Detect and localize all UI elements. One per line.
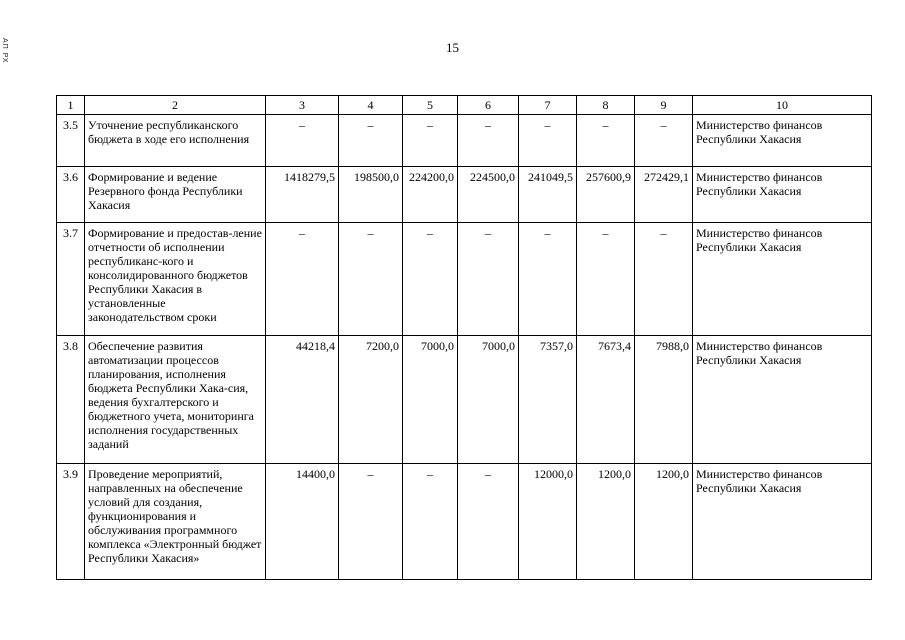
column-number: 5 (403, 96, 458, 115)
value-cell: 14400,0 (266, 464, 339, 580)
table-row (57, 223, 872, 336)
item-code: 3.5 (57, 115, 85, 167)
value-cell: – (403, 464, 458, 580)
value-cell: 7357,0 (519, 336, 577, 464)
value-cell: – (519, 115, 577, 167)
value-cell: – (577, 115, 635, 167)
value-cell: 1200,0 (577, 464, 635, 580)
value-cell: – (339, 115, 403, 167)
value-cell: 7673,4 (577, 336, 635, 464)
value-cell: – (403, 223, 458, 336)
value-cell: – (458, 223, 519, 336)
value-cell: – (339, 464, 403, 580)
item-code: 3.7 (57, 223, 85, 336)
value-cell: – (577, 223, 635, 336)
table-row (57, 464, 872, 580)
value-cell: 224200,0 (403, 167, 458, 223)
value-cell: – (266, 115, 339, 167)
page-number: 15 (446, 40, 459, 55)
executor: Министерство финансов Республики Хакасия (693, 167, 872, 223)
column-number: 2 (85, 96, 266, 115)
value-cell: 1200,0 (635, 464, 693, 580)
column-number: 4 (339, 96, 403, 115)
value-cell: – (519, 223, 577, 336)
item-name: Уточнение республиканского бюджета в ходе его исполнения (85, 115, 266, 167)
value-cell: – (403, 115, 458, 167)
value-cell: 1418279,5 (266, 167, 339, 223)
table-row (57, 336, 872, 464)
value-cell: 44218,4 (266, 336, 339, 464)
column-number: 8 (577, 96, 635, 115)
executor: Министерство финансов Республики Хакасия (693, 464, 872, 580)
column-number: 6 (458, 96, 519, 115)
value-cell: 224500,0 (458, 167, 519, 223)
value-cell: 257600,9 (577, 167, 635, 223)
column-number-row (57, 96, 872, 115)
table-row (57, 115, 872, 167)
budget-table (56, 95, 872, 580)
value-cell: – (635, 115, 693, 167)
item-name: Формирование и ведение Резервного фонда Республики Хакасия (85, 167, 266, 223)
value-cell: 241049,5 (519, 167, 577, 223)
value-cell: – (266, 223, 339, 336)
table-row (57, 167, 872, 223)
executor: Министерство финансов Республики Хакасия (693, 115, 872, 167)
item-code: 3.6 (57, 167, 85, 223)
value-cell: – (458, 115, 519, 167)
value-cell: 7200,0 (339, 336, 403, 464)
archive-stamp: АП РХ (1, 38, 8, 64)
value-cell: 7000,0 (458, 336, 519, 464)
item-code: 3.8 (57, 336, 85, 464)
value-cell: 272429,1 (635, 167, 693, 223)
executor: Министерство финансов Республики Хакасия (693, 336, 872, 464)
executor: Министерство финансов Республики Хакасия (693, 223, 872, 336)
value-cell: 12000,0 (519, 464, 577, 580)
value-cell: – (635, 223, 693, 336)
value-cell: – (458, 464, 519, 580)
item-name: Проведение мероприятий, направленных на обеспечение условий для создания, функционирования и обслуживания программного комплекса «Электронный бюджет Республики Хакасия» (85, 464, 266, 580)
column-number: 9 (635, 96, 693, 115)
value-cell: – (339, 223, 403, 336)
column-number: 3 (266, 96, 339, 115)
item-code: 3.9 (57, 464, 85, 580)
item-name: Формирование и предостав-ление отчетности об исполнении республиканс-кого и консолидированного бюджетов Республики Хакасия в установленные законодательством сроки (85, 223, 266, 336)
column-number: 1 (57, 96, 85, 115)
item-name: Обеспечение развития автоматизации процессов планирования, исполнения бюджета Республики Хака-сия, ведения бухгалтерского и бюджетного учета, мониторинга исполнения государственных заданий (85, 336, 266, 464)
column-number: 10 (693, 96, 872, 115)
value-cell: 7988,0 (635, 336, 693, 464)
value-cell: 198500,0 (339, 167, 403, 223)
value-cell: 7000,0 (403, 336, 458, 464)
column-number: 7 (519, 96, 577, 115)
